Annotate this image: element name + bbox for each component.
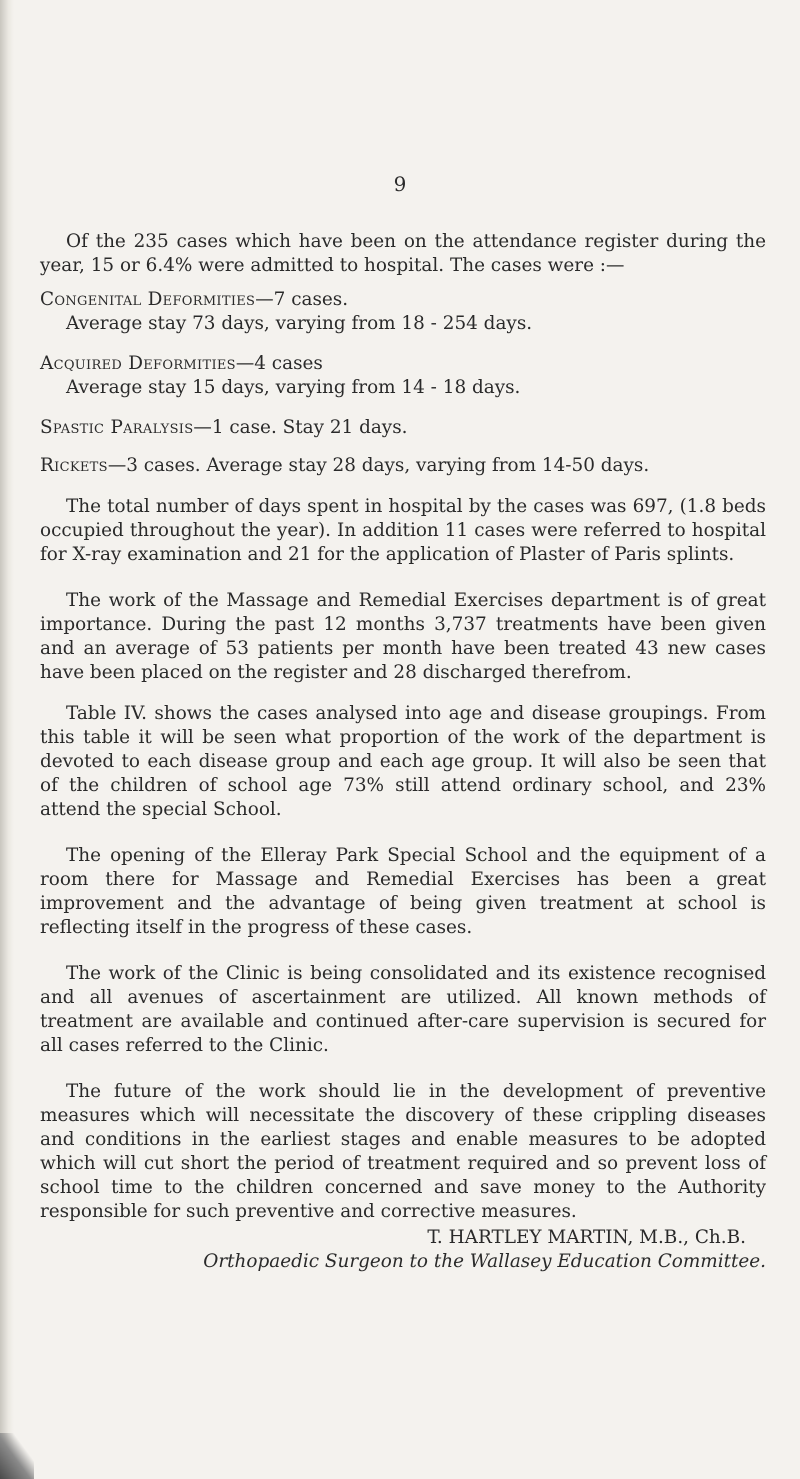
paragraph-future-work: The future of the work should lie in the development of preventive measures which will necessitate the discovery of these crippling diseases and conditions in the earliest stages and enable measures to be adopted which will cut short the period of treatment required and so prevent loss of school time to the children concerned and save money to the Authority responsible for such preventive and corrective measures. [40,1081,766,1222]
paragraph-clinic-work: The work of the Clinic is being consolidated and its existence recognised and all avenues of ascertainment are utilized. All known methods of treatment are available and continued after-care supervision is secured for all cases referred to the Clinic. [40,963,766,1056]
case-rickets [40,454,766,478]
case-spastic [40,416,766,440]
paragraph-massage-department: The work of the Massage and Remedial Exercises department is of great importance. During the past 12 months 3,737 treatments have been given and an average of 53 patients per month have been treated 43 new cases have been placed on the register and 28 discharged therefrom. [40,590,766,683]
case-detail: Average stay 15 days, varying from 14 - 18 days. [66,377,521,398]
paragraph-elleray-park: The opening of the Elleray Park Special School and the equipment of a room there for Massage and Remedial Exercises has been a great improvement and the advantage of being given treatment at school is reflecting itself in the progress of these cases. [40,845,766,938]
case-text: —7 cases. [255,289,349,310]
document-body [40,130,766,1274]
case-label: Congenital Deformities [40,289,256,310]
case-text: —4 cases [235,353,323,374]
case-text: —1 case. Stay 21 days. [193,417,408,438]
page-number: 9 [393,172,407,196]
case-text: —3 cases. Average stay 28 days, varying from 14-50 days. [107,455,650,476]
scan-edge-shadow [0,0,14,1479]
intro-paragraph: Of the 235 cases which have been on the attendance register during the year, 15 or 6.4% were admitted to hospital. The cases were :— [40,231,766,276]
case-acquired [40,352,766,376]
signature-name: T. HARTLEY MARTIN, M.B., Ch.B. [427,1227,746,1248]
case-detail: Average stay 73 days, varying from 18 - 254 days. [66,313,533,334]
case-label: Spastic Paralysis [40,417,194,438]
paragraph-table-iv: Table IV. shows the cases analysed into age and disease groupings. From this table it will be seen what proportion of the work of the department is devoted to each disease group and each age group. It will also be seen that of the children of school age 73% still attend ordinary school, and 23% attend the special School. [40,703,766,820]
case-label: Acquired Deformities [40,353,236,374]
case-label: Rickets [40,455,108,476]
paragraph-hospital-days: The total number of days spent in hospital by the cases was 697, (1.8 beds occupied throughout the year). In addition 11 cases were referred to hospital for X-ray examination and 21 for the application of Plaster of Paris splints. [40,496,766,565]
scan-corner-shadow [0,1433,34,1479]
case-congenital [40,288,766,312]
signature-title: Orthopaedic Surgeon to the Wallasey Education Committee. [203,1251,766,1272]
